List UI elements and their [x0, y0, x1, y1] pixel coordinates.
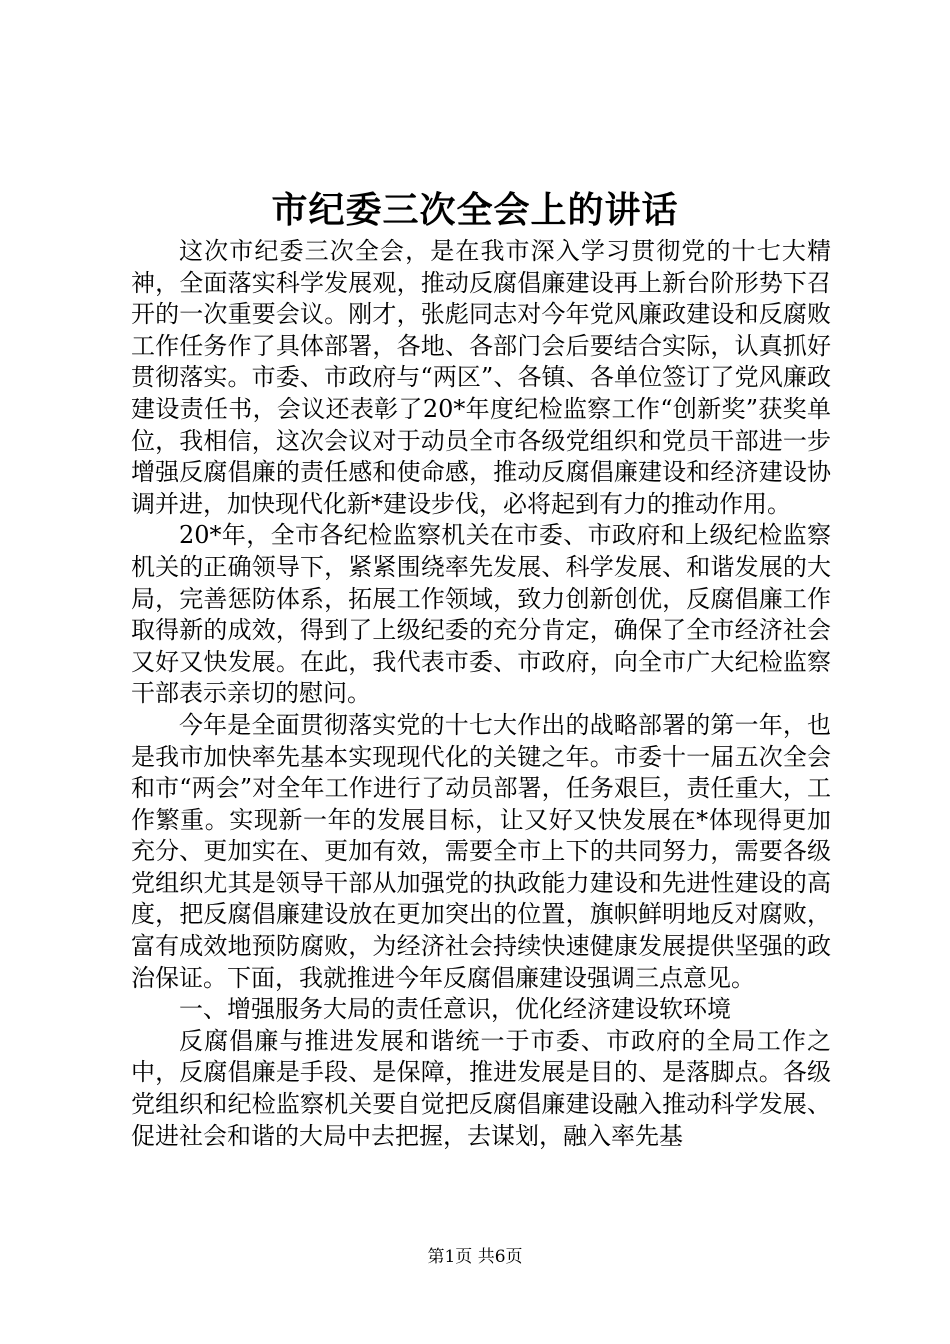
body-paragraph: 20*年，全市各纪检监察机关在市委、市政府和上级纪检监察机关的正确领导下，紧紧围绕率先发展、科学发展、和谐发展的大局，完善惩防体系，拓展工作领域，致力创新创优，反腐倡廉工作取得新的成效，得到了上级纪委的充分肯定，确保了全市经济社会又好又快发展。在此，我代表市委、市政府，向全市广大纪检监察干部表示亲切的慰问。 — [131, 521, 831, 708]
body-paragraph: 反腐倡廉与推进发展和谐统一于市委、市政府的全局工作之中，反腐倡廉是手段、是保障，推进发展是目的、是落脚点。各级党组织和纪检监察机关要自觉把反腐倡廉建设融入推动科学发展、促进社会和谐的大局中去把握，去谋划，融入率先基 — [131, 1026, 831, 1150]
body-paragraph: 这次市纪委三次全会，是在我市深入学习贯彻党的十七大精神，全面落实科学发展观，推动反腐倡廉建设再上新台阶形势下召开的一次重要会议。刚才，张彪同志对今年党风廉政建设和反腐败工作任务作了具体部署，各地、各部门会后要结合实际，认真抓好贯彻落实。市委、市政府与“两区”、各镇、各单位签订了党风廉政建设责任书，会议还表彰了20*年度纪检监察工作“创新奖”获奖单位，我相信，这次会议对于动员全市各级党组织和党员干部进一步增强反腐倡廉的责任感和使命感，推动反腐倡廉建设和经济建设协调并进，加快现代化新*建设步伐，必将起到有力的推动作用。 — [131, 237, 831, 518]
document-body — [131, 236, 831, 1152]
section-heading: 一、增强服务大局的责任意识，优化经济建设软环境 — [179, 995, 731, 1024]
page-number-footer: 第1页 共6页 — [427, 1247, 523, 1267]
document-title: 市纪委三次全会上的讲话 — [271, 189, 679, 231]
body-paragraph: 今年是全面贯彻落实党的十七大作出的战略部署的第一年，也是我市加快率先基本实现现代化的关键之年。市委十一届五次全会和市“两会”对全年工作进行了动员部署，任务艰巨，责任重大，工作繁重。实现新一年的发展目标，让又好又快发展在*体现得更加充分、更加实在、更加有效，需要全市上下的共同努力，需要各级党组织尤其是领导干部从加强党的执政能力建设和先进性建设的高度，把反腐倡廉建设放在更加突出的位置，旗帜鲜明地反对腐败，富有成效地预防腐败，为经济社会持续快速健康发展提供坚强的政治保证。下面，我就推进今年反腐倡廉建设强调三点意见。 — [131, 710, 831, 992]
